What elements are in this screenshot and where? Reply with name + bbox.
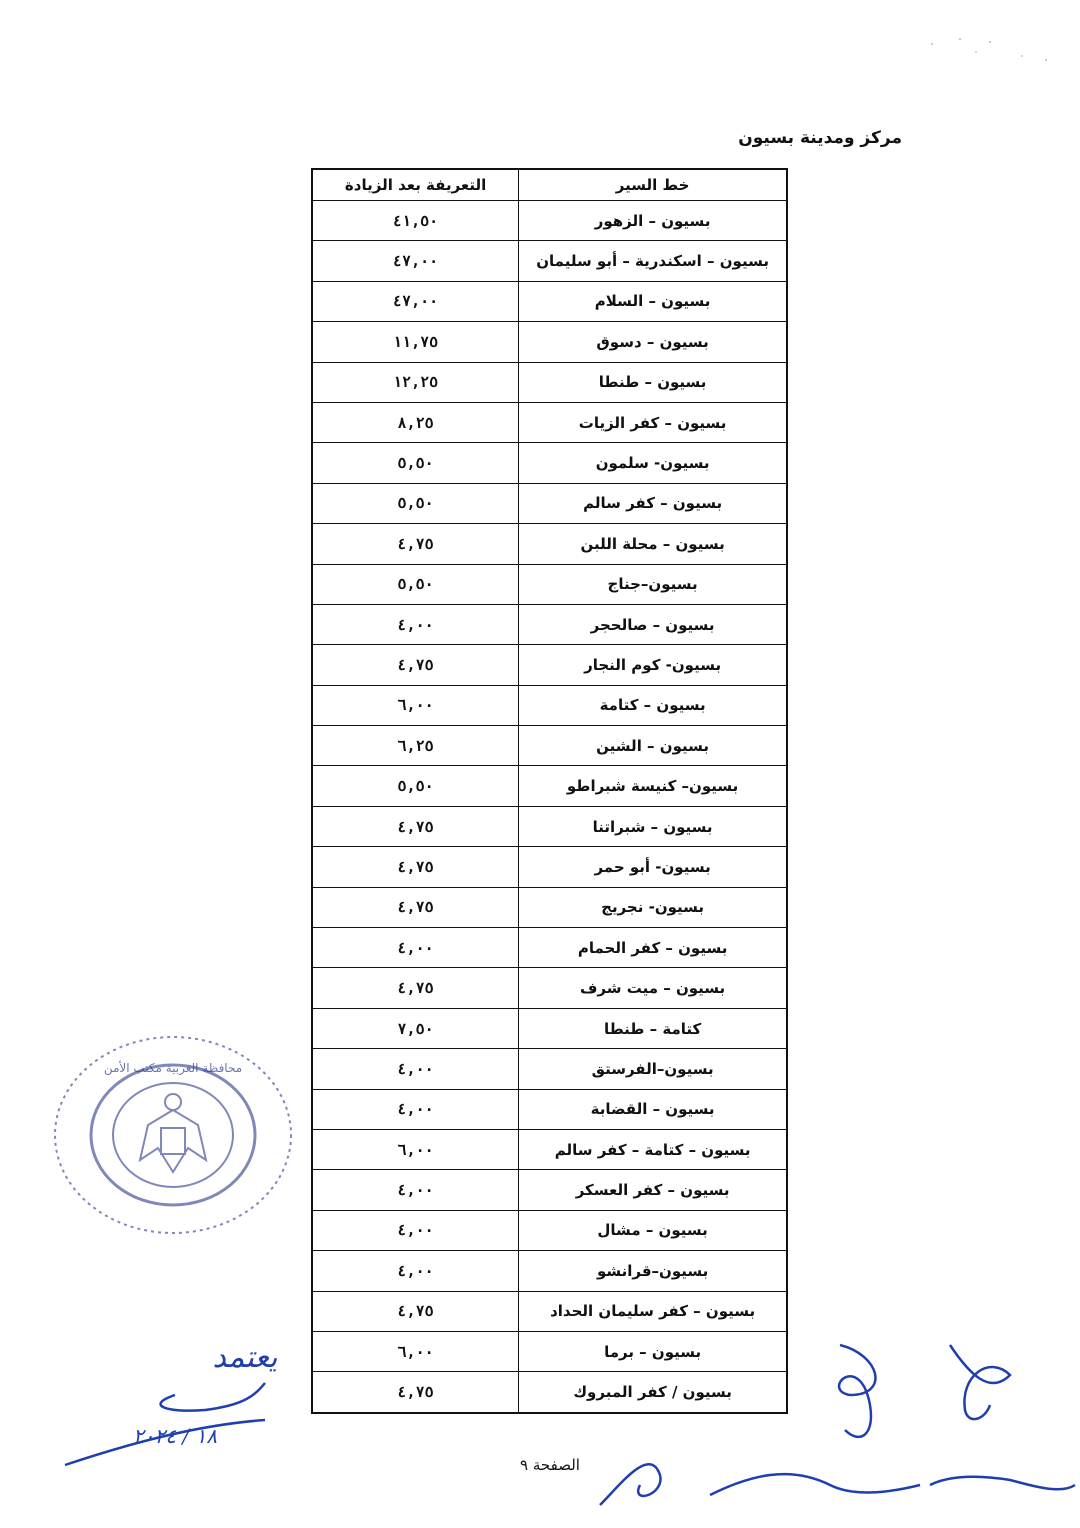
route-cell: بسيون – كتامة bbox=[519, 685, 787, 725]
route-cell: بسيون – كفر سليمان الحداد bbox=[519, 1291, 787, 1331]
route-cell: بسيون– كنيسة شبراطو bbox=[519, 766, 787, 806]
fare-cell: ٤,٠٠ bbox=[312, 1251, 519, 1291]
table-row bbox=[312, 887, 787, 927]
route-cell: بسيون / كفر المبروك bbox=[519, 1372, 787, 1413]
route-cell: بسيون – شبراتنا bbox=[519, 806, 787, 846]
fare-cell: ٦,٠٠ bbox=[312, 1331, 519, 1371]
approval-signature bbox=[55, 1325, 315, 1485]
table-row bbox=[312, 524, 787, 564]
scan-specks bbox=[920, 30, 1060, 70]
fare-cell: ٤,٠٠ bbox=[312, 604, 519, 644]
route-cell: بسيون- أبو حمر bbox=[519, 847, 787, 887]
table-row bbox=[312, 847, 787, 887]
route-cell: بسيون – الزهور bbox=[519, 201, 787, 241]
stamp-text: محافظة الغربية مكتب الأمن bbox=[103, 1061, 243, 1075]
route-cell: بسيون – دسوق bbox=[519, 322, 787, 362]
fare-cell: ٤,٧٥ bbox=[312, 847, 519, 887]
route-cell: بسيون – كفر سالم bbox=[519, 483, 787, 523]
fare-cell: ٦,٠٠ bbox=[312, 685, 519, 725]
official-stamp bbox=[48, 1030, 298, 1240]
fare-cell: ٦,٢٥ bbox=[312, 726, 519, 766]
table-row bbox=[312, 201, 787, 241]
fare-cell: ٤,٠٠ bbox=[312, 928, 519, 968]
fare-cell: ٤,٧٥ bbox=[312, 887, 519, 927]
route-cell: بسيون – محلة اللبن bbox=[519, 524, 787, 564]
route-cell: بسيون- سلمون bbox=[519, 443, 787, 483]
eagle-emblem-icon bbox=[140, 1094, 206, 1172]
table-row bbox=[312, 362, 787, 402]
fare-cell: ٤,٠٠ bbox=[312, 1049, 519, 1089]
fare-cell: ٤,٠٠ bbox=[312, 1089, 519, 1129]
table-row bbox=[312, 806, 787, 846]
table-row bbox=[312, 604, 787, 644]
table-row bbox=[312, 322, 787, 362]
table-row bbox=[312, 1049, 787, 1089]
approval-word: يعتمد bbox=[212, 1340, 278, 1375]
table-row bbox=[312, 564, 787, 604]
table-row bbox=[312, 1291, 787, 1331]
table-row bbox=[312, 281, 787, 321]
route-cell: بسيون – الشين bbox=[519, 726, 787, 766]
fare-cell: ٤١,٥٠ bbox=[312, 201, 519, 241]
route-cell: بسيون – اسكندرية – أبو سليمان bbox=[519, 241, 787, 281]
table-row bbox=[312, 1170, 787, 1210]
signatures-right bbox=[590, 1335, 1080, 1525]
route-cell: بسيون–قرانشو bbox=[519, 1251, 787, 1291]
route-cell: بسيون – القضابة bbox=[519, 1089, 787, 1129]
table-row bbox=[312, 483, 787, 523]
table-row bbox=[312, 241, 787, 281]
table-row bbox=[312, 726, 787, 766]
fare-cell: ٧,٥٠ bbox=[312, 1008, 519, 1048]
route-cell: بسيون – طنطا bbox=[519, 362, 787, 402]
route-cell: بسيون – برما bbox=[519, 1331, 787, 1371]
table-row bbox=[312, 1129, 787, 1169]
table-row bbox=[312, 443, 787, 483]
route-cell: بسيون – مشال bbox=[519, 1210, 787, 1250]
table-row bbox=[312, 1251, 787, 1291]
fare-cell: ٤,٠٠ bbox=[312, 1210, 519, 1250]
route-column-header: خط السير bbox=[519, 169, 787, 201]
table-header-row bbox=[312, 169, 787, 201]
table-row bbox=[312, 645, 787, 685]
fare-cell: ٤,٧٥ bbox=[312, 524, 519, 564]
route-cell: بسيون – كفر الحمام bbox=[519, 928, 787, 968]
route-cell: بسيون – صالحجر bbox=[519, 604, 787, 644]
fare-cell: ٤,٧٥ bbox=[312, 1291, 519, 1331]
table-row bbox=[312, 968, 787, 1008]
approval-date: ١٨ / ٢٠٢٤ bbox=[133, 1424, 217, 1448]
fare-cell: ٦,٠٠ bbox=[312, 1129, 519, 1169]
table-row bbox=[312, 766, 787, 806]
fare-cell: ٤,٧٥ bbox=[312, 968, 519, 1008]
fare-table bbox=[311, 168, 788, 1414]
route-cell: بسيون- نجريج bbox=[519, 887, 787, 927]
route-cell: بسيون – كفر الزيات bbox=[519, 402, 787, 442]
table-body bbox=[312, 201, 787, 1413]
route-cell: بسيون – كفر العسكر bbox=[519, 1170, 787, 1210]
table-row bbox=[312, 1008, 787, 1048]
table-row bbox=[312, 1210, 787, 1250]
page-heading: مركز ومدينة بسيون bbox=[738, 128, 902, 148]
route-cell: بسيون–الفرستق bbox=[519, 1049, 787, 1089]
table-row bbox=[312, 685, 787, 725]
page-number: الصفحة ٩ bbox=[520, 1456, 580, 1474]
fare-cell: ١١,٧٥ bbox=[312, 322, 519, 362]
fare-cell: ٤,٠٠ bbox=[312, 1170, 519, 1210]
fare-cell: ٤,٧٥ bbox=[312, 645, 519, 685]
fare-cell: ٥,٥٠ bbox=[312, 766, 519, 806]
fare-cell: ٤,٧٥ bbox=[312, 806, 519, 846]
route-cell: بسيون – كتامة – كفر سالم bbox=[519, 1129, 787, 1169]
route-cell: بسيون – السلام bbox=[519, 281, 787, 321]
route-cell: كتامة – طنطا bbox=[519, 1008, 787, 1048]
fare-column-header: التعريفة بعد الزيادة bbox=[312, 169, 519, 201]
route-cell: بسيون- كوم النجار bbox=[519, 645, 787, 685]
fare-cell: ٤٧,٠٠ bbox=[312, 281, 519, 321]
table-row bbox=[312, 402, 787, 442]
fare-cell: ٨,٢٥ bbox=[312, 402, 519, 442]
table-row bbox=[312, 928, 787, 968]
fare-cell: ٤,٧٥ bbox=[312, 1372, 519, 1413]
fare-cell: ٤٧,٠٠ bbox=[312, 241, 519, 281]
table-row bbox=[312, 1089, 787, 1129]
fare-cell: ٥,٥٠ bbox=[312, 564, 519, 604]
route-cell: بسيون – ميت شرف bbox=[519, 968, 787, 1008]
fare-cell: ٥,٥٠ bbox=[312, 483, 519, 523]
route-cell: بسيون–جناج bbox=[519, 564, 787, 604]
fare-cell: ١٢,٢٥ bbox=[312, 362, 519, 402]
fare-cell: ٥,٥٠ bbox=[312, 443, 519, 483]
